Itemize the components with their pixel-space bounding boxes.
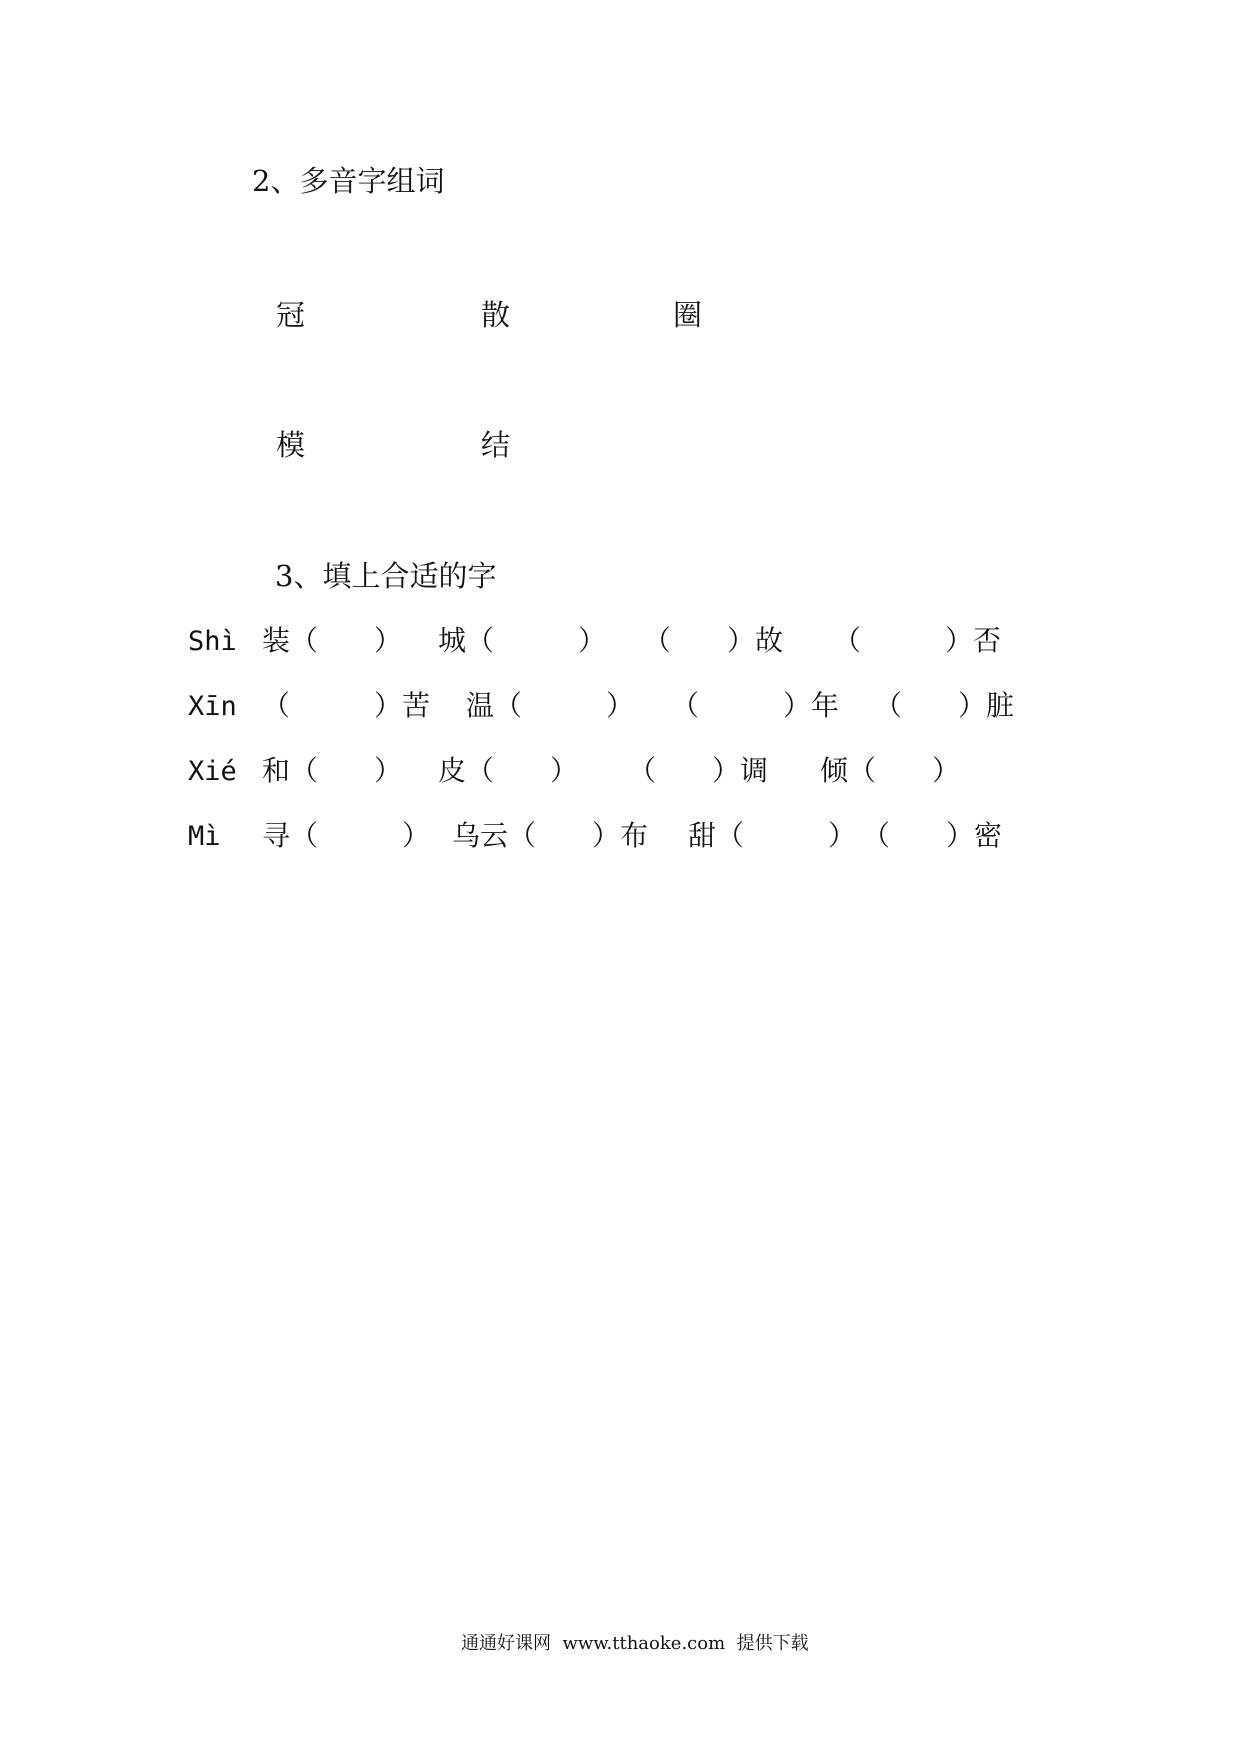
footer-credit: 通通好课网 www.tthaoke.com 提供下载 (461, 1633, 809, 1654)
section-2-heading: 2、多音字组词 (252, 164, 445, 198)
fill-item[interactable]: （ ）年 (671, 689, 840, 722)
fill-item[interactable]: 和（ ） (262, 754, 403, 787)
polyphone-char-mo: 模 (276, 428, 306, 462)
fill-item[interactable]: （ ）苦 (262, 689, 431, 722)
fill-item[interactable]: （ ）故 (643, 624, 784, 657)
row-pinyin: Xié (188, 756, 237, 787)
polyphone-char-guan: 冠 (276, 298, 306, 332)
fill-item[interactable]: （ ）否 (833, 624, 1002, 657)
section-3-heading: 3、填上合适的字 (275, 559, 497, 593)
fill-item[interactable]: 倾（ ） (820, 754, 961, 787)
fill-item[interactable]: 城（ ） (438, 624, 607, 657)
fill-item[interactable]: 皮（ ） (438, 754, 579, 787)
polyphone-char-jie: 结 (481, 428, 511, 462)
fill-item[interactable]: （ ）密 (862, 819, 1003, 852)
polyphone-char-quan: 圈 (673, 298, 703, 332)
fill-item[interactable]: 寻（ ） (262, 819, 431, 852)
fill-item[interactable]: 乌云（ ）布 (452, 819, 649, 852)
fill-item[interactable]: 温（ ） (466, 689, 635, 722)
fill-item[interactable]: 甜（ ） (688, 819, 857, 852)
row-pinyin: Xīn (188, 691, 237, 722)
row-pinyin: Shì (188, 626, 237, 657)
fill-item[interactable]: 装（ ） (262, 624, 403, 657)
fill-item[interactable]: （ ）脏 (874, 689, 1015, 722)
polyphone-char-san: 散 (481, 298, 511, 332)
row-pinyin: Mì (188, 821, 221, 852)
fill-item[interactable]: （ ）调 (628, 754, 769, 787)
